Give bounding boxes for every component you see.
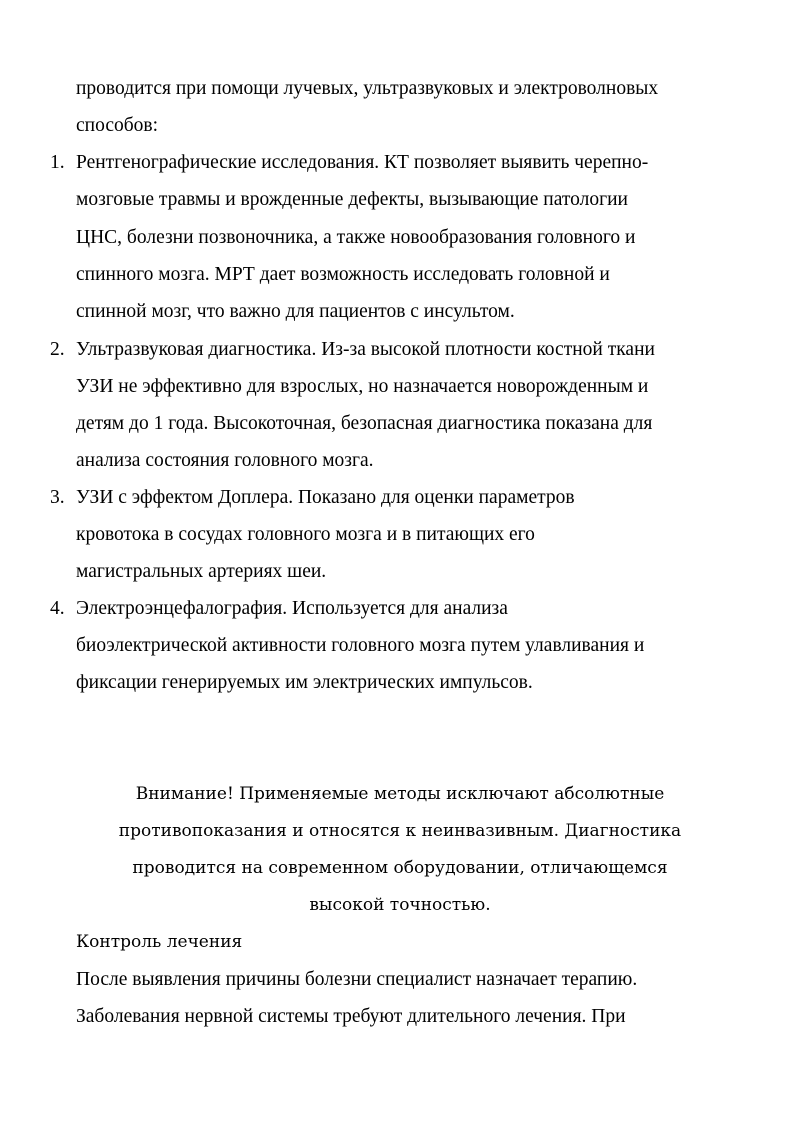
list-item-line: УЗИ с эффектом Доплера. Показано для оценки параметров xyxy=(76,487,575,508)
list-item-line: фиксации генерируемых им электрических импульсов. xyxy=(76,672,533,693)
list-item-line: спинной мозг, что важно для пациентов с инсультом. xyxy=(76,301,515,322)
list-item-line: Ультразвуковая диагностика. Из-за высокой плотности костной ткани xyxy=(76,339,655,360)
notice-line: противопоказания и относятся к неинвазивным. Диагностика xyxy=(118,821,682,841)
intro-line: способов: xyxy=(76,115,159,136)
list-item-line: детям до 1 года. Высокоточная, безопасная диагностика показана для xyxy=(76,413,653,434)
notice-line: высокой точностью. xyxy=(309,895,491,915)
notice-line: проводится на современном оборудовании, отличающемся xyxy=(132,858,668,878)
list-item-line: Электроэнцефалография. Используется для анализа xyxy=(76,598,508,619)
closing-line: Заболевания нервной системы требуют длительного лечения. При xyxy=(76,1006,626,1027)
list-item-line: биоэлектрической активности головного мозга путем улавливания и xyxy=(76,635,645,656)
list-item-line: спинного мозга. МРТ дает возможность исследовать головной и xyxy=(76,264,610,285)
list-item-number: 4. xyxy=(50,598,65,619)
closing-line: После выявления причины болезни специалист назначает терапию. xyxy=(76,969,638,990)
notice-line: Внимание! Применяемые методы исключают абсолютные xyxy=(135,784,665,804)
list-item-number: 2. xyxy=(50,339,65,360)
intro-line: проводится при помощи лучевых, ультразвуковых и электроволновых xyxy=(76,78,659,99)
section-heading: Контроль лечения xyxy=(76,932,243,952)
list-item-line: анализа состояния головного мозга. xyxy=(76,450,374,471)
list-item-number: 1. xyxy=(50,152,65,173)
list-item-line: ЦНС, болезни позвоночника, а также новообразования головного и xyxy=(76,227,636,248)
list-item-line: УЗИ не эффективно для взрослых, но назначается новорожденным и xyxy=(76,376,649,397)
list-item-line: магистральных артериях шеи. xyxy=(76,561,327,582)
list-item-number: 3. xyxy=(50,487,65,508)
list-item-line: мозговые травмы и врожденные дефекты, вызывающие патологии xyxy=(76,189,628,210)
list-item-line: Рентгенографические исследования. КТ позволяет выявить черепно- xyxy=(76,152,649,173)
list-item-line: кровотока в сосудах головного мозга и в питающих его xyxy=(76,524,535,545)
